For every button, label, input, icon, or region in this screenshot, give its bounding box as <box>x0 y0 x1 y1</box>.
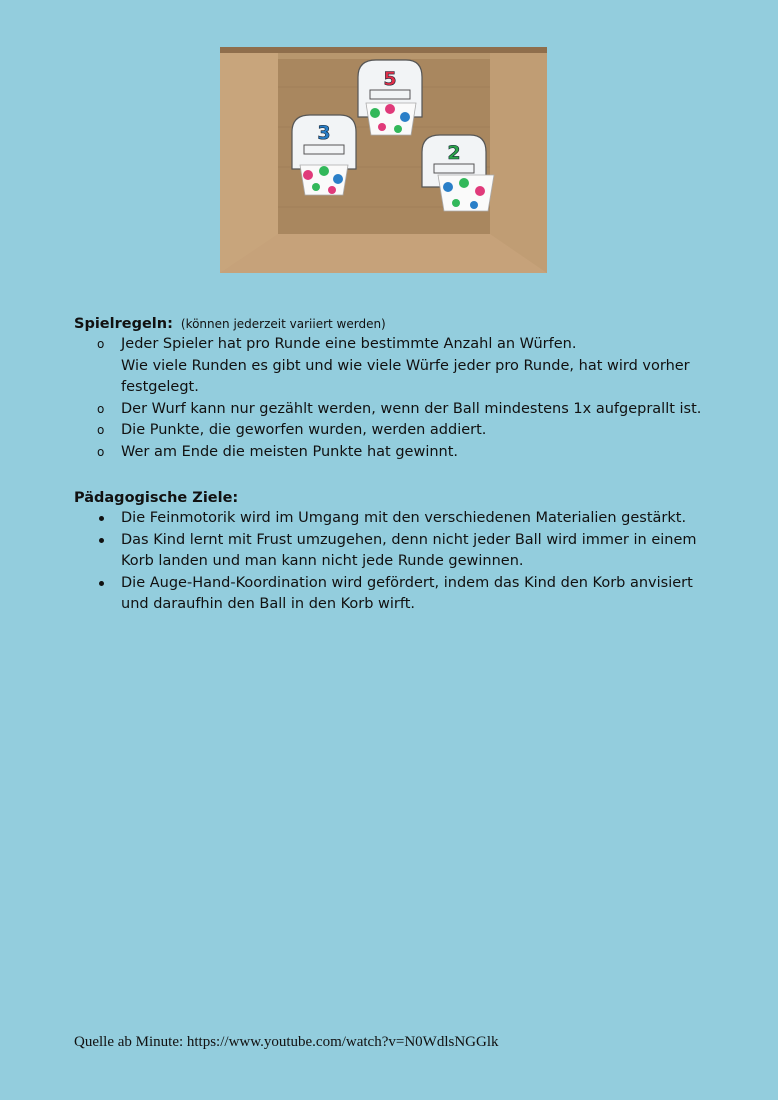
rules-section <box>74 316 734 463</box>
list-item-line: Der Wurf kann nur gezählt werden, wenn der Ball mindestens 1x aufgeprallt ist. <box>121 400 702 417</box>
circle-bullet-icon: o <box>97 423 105 437</box>
list-item-line: Die Feinmotorik wird im Umgang mit den verschiedenen Materialien gestärkt. <box>121 510 687 526</box>
rules-title: Spielregeln: <box>74 316 173 332</box>
circle-bullet-icon: o <box>97 444 105 459</box>
list-item-line: Die Auge-Hand-Koordination wird gefördert, indem das Kind den Korb anvisiert <box>121 574 693 591</box>
list-item <box>74 573 734 616</box>
list-item <box>74 530 734 573</box>
list-item <box>74 442 734 464</box>
list-item-line: Das Kind lernt mit Frust umzugehen, denn nicht jeder Ball wird immer in einem <box>121 531 697 548</box>
rules-list <box>74 334 734 463</box>
circle-bullet-icon: o <box>97 337 105 351</box>
basket-2-number: 2 <box>447 142 461 164</box>
source-line: Quelle ab Minute: https://www.youtube.com/watch?v=N0WdlsNGGlk <box>74 1034 499 1050</box>
list-item-line: Korb landen und man kann nicht jede Runde gewinnen. <box>121 553 524 569</box>
list-item-line: Wie viele Runden es gibt und wie viele Würfe jeder pro Runde, hat wird vorher <box>121 357 690 374</box>
goals-section <box>74 490 734 616</box>
rules-heading <box>74 316 734 332</box>
circle-bullet-icon: o <box>97 401 105 416</box>
list-item-line: und daraufhin den Ball in den Korb wirft. <box>121 596 416 612</box>
list-item-line: Jeder Spieler hat pro Runde eine bestimmte Anzahl an Würfen. <box>121 336 577 352</box>
list-item-line: festgelegt. <box>121 379 199 395</box>
list-item <box>74 399 734 421</box>
list-item-line: Wer am Ende die meisten Punkte hat gewinnt. <box>121 443 459 460</box>
list-item-line: Die Punkte, die geworfen wurden, werden addiert. <box>121 422 487 438</box>
game-photo <box>220 47 547 273</box>
goals-heading: Pädagogische Ziele: <box>74 490 239 506</box>
bullet-dot-icon <box>99 581 104 586</box>
list-item <box>74 508 734 530</box>
list-item <box>74 334 734 399</box>
basket-5-number: 5 <box>383 68 397 90</box>
rules-note: (können jederzeit variiert werden) <box>180 317 386 331</box>
list-item <box>74 420 734 442</box>
bullet-dot-icon <box>99 516 104 521</box>
basket-3-number: 3 <box>317 122 331 144</box>
goals-list <box>74 508 734 616</box>
bullet-dot-icon <box>99 538 104 543</box>
